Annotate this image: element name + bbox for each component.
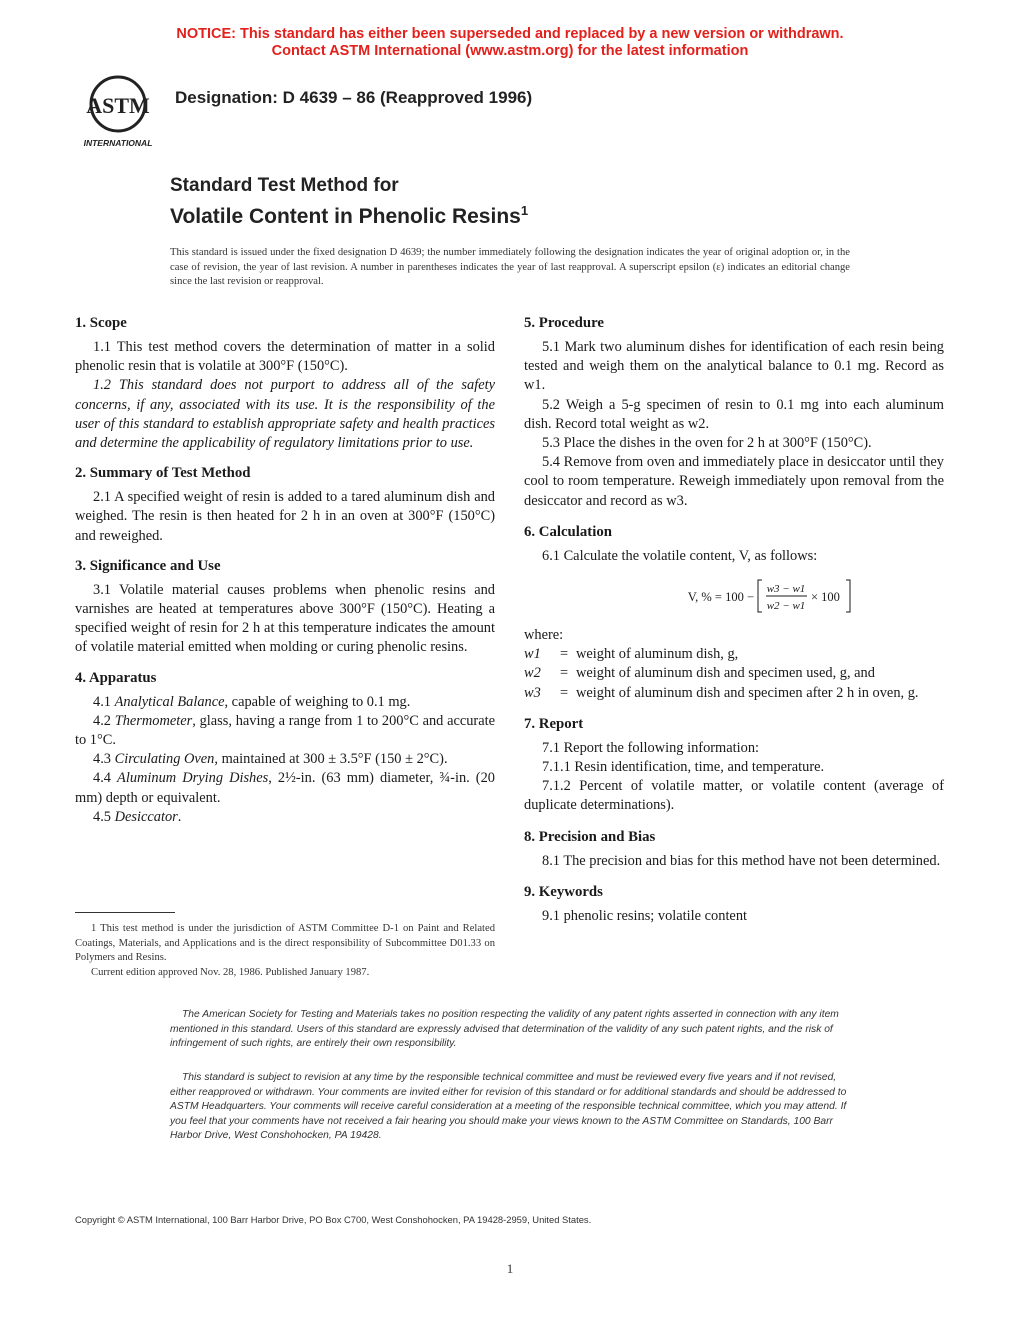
section-heading: 2. Summary of Test Method xyxy=(75,465,251,482)
paragraph-7-1-1: 7.1.1 Resin identification, time, and temperature. xyxy=(542,759,825,776)
left-column xyxy=(75,314,495,838)
section-heading: 8. Precision and Bias xyxy=(524,828,656,845)
apparatus-item: 4.1 Analytical Balance, capable of weighing to 0.1 mg. xyxy=(93,693,411,710)
section-significance xyxy=(75,557,495,658)
footnote-edition: Current edition approved Nov. 28, 1986. Published January 1987. xyxy=(91,966,370,978)
apparatus-item: 4.3 Circulating Oven, maintained at 300 ± 3.5°F (150 ± 2°C). xyxy=(93,751,448,768)
definition-row: w3 = weight of aluminum dish and specimen after 2 h in oven, g. xyxy=(524,684,919,701)
title-line-2: Volatile Content in Phenolic Resins xyxy=(170,205,521,228)
designation: Designation: D 4639 – 86 (Reapproved 1996) xyxy=(175,88,533,107)
definition-row: w1 = weight of aluminum dish, g, xyxy=(524,646,739,663)
paragraph-7-1: 7.1 Report the following information: xyxy=(542,739,760,756)
patent-disclaimer: The American Society for Testing and Materials takes no position respecting the validity of any patent rights asserted in connection with any item mentioned in this standard. Users of this standard are expressly advised that determination of the validity of any such patent rights, and the risk of infringement of such rights, are entirely their own responsibility. xyxy=(170,1009,839,1049)
revision-disclaimer: This standard is subject to revision at any time by the responsible technical committee and must be reviewed every five years and if not revised, either reapproved or withdrawn. Your comments are invited either for revision of this standard or for additional standards and should be addressed to ASTM Headquarters. Your comments will receive careful consideration at a meeting of the responsible technical committee, which you may attend. If you feel that your comments have not received a fair hearing you should make your views known to the ASTM Committee on Standards, 100 Barr Harbor Drive, West Conshohocken, PA 19428. xyxy=(170,1072,847,1141)
footnote xyxy=(75,922,495,980)
section-procedure xyxy=(524,314,944,511)
paragraph-5-2: 5.2 Weigh a 5-g specimen of resin to 0.1 mg into each aluminum dish. Record total weight as w2. xyxy=(524,396,944,432)
apparatus-item: 4.4 Aluminum Drying Dishes, 2½-in. (63 mm) diameter, ¾-in. (20 mm) depth or equivalent. xyxy=(75,770,495,806)
paragraph-5-3: 5.3 Place the dishes in the oven for 2 h at 300°F (150°C). xyxy=(542,435,872,452)
footnote-1: 1 This test method is under the jurisdiction of ASTM Committee D-1 on Paint and Related Coatings, Materials, and Applications and is the direct responsibility of Subcommittee D01.33 on Polymers and Resins. xyxy=(75,923,495,963)
astm-logo xyxy=(76,74,160,152)
section-heading: 7. Report xyxy=(524,715,584,732)
section-heading: 9. Keywords xyxy=(524,883,603,900)
footnote-divider xyxy=(75,912,175,913)
paragraph-6-1: 6.1 Calculate the volatile content, V, as follows: xyxy=(542,547,818,564)
paragraph-5-4: 5.4 Remove from oven and immediately place in desiccator until they cool to room temperature. Reweigh immediately upon removal from the desiccator and record as w3. xyxy=(524,454,944,509)
section-report xyxy=(524,715,944,816)
paragraph-8-1: 8.1 The precision and bias for this method have not been determined. xyxy=(542,852,941,869)
paragraph-2-1: 2.1 A specified weight of resin is added to a tared aluminum dish and weighed. The resin is then heated for 2 h in an oven at 300°F (150°C) and reweighed. xyxy=(75,489,495,544)
issuance-note: This standard is issued under the fixed designation D 4639; the number immediately following the designation indicates the year of original adoption or, in the case of revision, the year of last revision. A number in parentheses indicates the year of last reapproval. A superscript epsilon (ε) indicates an editorial change since the last revision or reapproval. xyxy=(170,247,850,287)
section-heading: 4. Apparatus xyxy=(75,669,157,686)
equation-numerator: w3 − w1 xyxy=(766,583,806,596)
apparatus-item: 4.2 Thermometer, glass, having a range from 1 to 200°C and accurate to 1°C. xyxy=(75,712,495,749)
section-summary xyxy=(75,464,495,546)
astm-logo-icon xyxy=(76,74,160,152)
notice-line-2: Contact ASTM International (www.astm.org) for the latest information xyxy=(271,43,749,59)
paragraph-9-1: 9.1 phenolic resins; volatile content xyxy=(542,907,748,924)
logo-wordmark: ASTM xyxy=(86,93,150,118)
page-number: 1 xyxy=(506,1261,514,1276)
title-footnote-mark: 1 xyxy=(520,203,529,218)
section-precision xyxy=(524,828,944,871)
definition-row: w2 = weight of aluminum dish and specimen used, g, and xyxy=(524,665,875,682)
variable-definitions xyxy=(524,626,944,703)
section-calculation xyxy=(524,523,944,703)
volatile-equation xyxy=(524,576,944,616)
apparatus-item: 4.5 Desiccator. xyxy=(93,808,182,825)
logo-label: INTERNATIONAL xyxy=(83,138,153,148)
equation-lhs: V, % = 100 − xyxy=(687,590,754,605)
document-title xyxy=(170,174,528,230)
paragraph-3-1: 3.1 Volatile material causes problems when phenolic resins and varnishes are heated at temperatures above 300°F (150°C). Heating a specified weight of resin for 2 h at this temperature indicates the amount of volatile material emitted when molding or curing phenolic resins. xyxy=(75,581,495,656)
section-heading: 1. Scope xyxy=(75,315,127,331)
section-heading: 3. Significance and Use xyxy=(75,557,221,574)
section-keywords xyxy=(524,883,944,926)
where-label: where: xyxy=(524,627,564,644)
notice-line-1: NOTICE: This standard has either been superseded and replaced by a new version or withdrawn. xyxy=(176,26,844,42)
equation-denominator: w2 − w1 xyxy=(766,600,806,613)
paragraph-5-1: 5.1 Mark two aluminum dishes for identification of each resin being tested and weigh them on the analytical balance to 0.1 mg. Record as w1. xyxy=(524,339,944,394)
paragraph-1-1: 1.1 This test method covers the determination of matter in a solid phenolic resin that is volatile at 300°F (150°C). xyxy=(75,339,495,375)
equation-rhs: × 100 xyxy=(811,590,840,605)
section-apparatus xyxy=(75,669,495,827)
paragraph-7-1-2: 7.1.2 Percent of volatile matter, or volatile content (average of duplicate determinations). xyxy=(524,778,944,814)
section-heading: 6. Calculation xyxy=(524,523,612,540)
title-line-1: Standard Test Method for xyxy=(170,175,399,196)
withdrawn-notice xyxy=(0,26,1020,60)
right-column xyxy=(524,314,944,938)
paragraph-1-2: 1.2 This standard does not purport to address all of the safety concerns, if any, associated with its use. It is the responsibility of the user of this standard to establish appropriate safety and health practices and determine the applicability of regulatory limitations prior to use. xyxy=(75,377,495,452)
copyright: Copyright © ASTM International, 100 Barr Harbor Drive, PO Box C700, West Conshohocken, PA 19428-2959, United States. xyxy=(75,1214,592,1225)
section-scope xyxy=(75,314,495,453)
section-heading: 5. Procedure xyxy=(524,315,604,331)
